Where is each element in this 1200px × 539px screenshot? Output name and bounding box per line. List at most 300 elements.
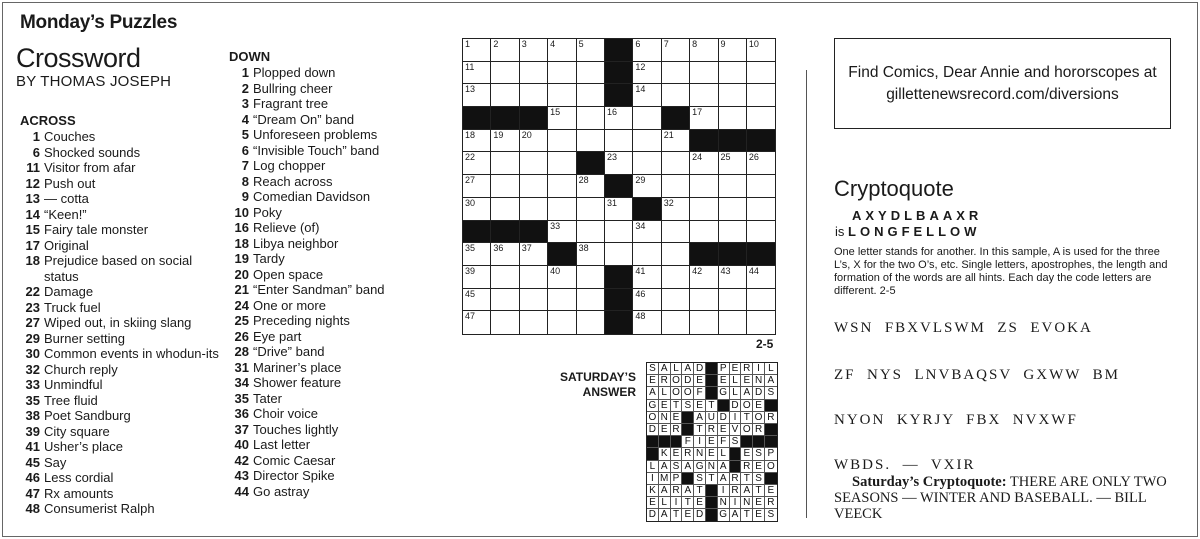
clue-number: 44 — [234, 483, 249, 499]
down-heading: DOWN — [229, 49, 271, 64]
grid-cell[interactable] — [548, 175, 576, 198]
answer-cell: I — [753, 363, 765, 375]
clue-text: Fairy tale monster — [44, 222, 149, 237]
answer-cell: A — [647, 387, 659, 399]
answer-cell: E — [659, 424, 671, 436]
answer-block — [706, 375, 718, 387]
grid-cell[interactable] — [633, 39, 661, 62]
grid-cell[interactable] — [491, 152, 519, 175]
answer-cell: E — [753, 400, 765, 412]
grid-cell[interactable] — [690, 39, 718, 62]
answer-block — [682, 424, 694, 436]
grid-cell[interactable] — [719, 198, 747, 221]
grid-cell[interactable] — [662, 175, 690, 198]
grid-cell[interactable] — [463, 311, 491, 334]
saturday-label-line1: SATURDAY’S — [559, 370, 636, 384]
grid-cell-number: 30 — [465, 197, 476, 208]
grid-cell[interactable] — [690, 175, 718, 198]
grid-cell[interactable] — [548, 107, 576, 130]
grid-cell[interactable] — [491, 311, 519, 334]
answer-cell: E — [753, 509, 765, 521]
clue-text: Push out — [44, 175, 96, 191]
grid-cell[interactable] — [463, 266, 491, 289]
grid-cell-number: 45 — [465, 288, 476, 299]
answer-cell: E — [718, 424, 730, 436]
clue-text: Poky — [253, 204, 282, 220]
answer-cell: R — [671, 424, 683, 436]
grid-cell[interactable] — [605, 130, 633, 153]
clue-text: Usher’s place — [44, 439, 124, 454]
grid-cell[interactable] — [520, 266, 548, 289]
grid-cell[interactable] — [491, 62, 519, 85]
answer-cell: E — [694, 375, 706, 387]
grid-cell[interactable] — [662, 311, 690, 334]
grid-block — [605, 39, 633, 62]
down-clue-7 — [229, 158, 439, 174]
grid-cell-number: 40 — [550, 265, 561, 276]
grid-cell[interactable] — [747, 221, 775, 244]
grid-cell[interactable] — [633, 243, 661, 266]
grid-cell[interactable] — [662, 243, 690, 266]
answer-cell: A — [659, 485, 671, 497]
grid-cell[interactable] — [747, 198, 775, 221]
down-clue-8 — [229, 174, 439, 190]
grid-cell[interactable] — [463, 152, 491, 175]
clue-text: Reach across — [253, 173, 333, 189]
grid-cell[interactable] — [548, 62, 576, 85]
clue-text: Eye part — [253, 328, 302, 344]
down-clue-20 — [229, 267, 439, 283]
answer-cell: L — [718, 448, 730, 460]
grid-cell[interactable] — [520, 311, 548, 334]
down-clue-4 — [229, 112, 439, 128]
grid-cell[interactable] — [548, 130, 576, 153]
clue-number: 33 — [25, 377, 40, 392]
grid-block — [520, 221, 548, 244]
clue-number: 12 — [25, 175, 40, 191]
grid-cell[interactable] — [520, 62, 548, 85]
across-clue-18 — [20, 253, 220, 284]
grid-cell[interactable] — [577, 311, 605, 334]
clue-number: 6 — [32, 144, 40, 160]
grid-cell[interactable] — [690, 289, 718, 312]
clue-number: 14 — [25, 206, 40, 222]
grid-cell-number: 26 — [748, 152, 759, 163]
across-clue-47 — [20, 486, 220, 502]
down-clue-3 — [229, 96, 439, 112]
grid-cell[interactable] — [747, 107, 775, 130]
down-clue-35 — [229, 391, 439, 407]
grid-cell[interactable] — [605, 243, 633, 266]
down-clues — [229, 49, 439, 499]
answer-cell: L — [671, 363, 683, 375]
grid-cell[interactable] — [491, 84, 519, 107]
grid-cell-number: 21 — [663, 129, 674, 140]
promo-line2[interactable]: gillettenewsrecord.com/diversions — [886, 85, 1119, 103]
answer-cell: P — [718, 363, 730, 375]
grid-cell[interactable] — [690, 107, 718, 130]
across-clue-32 — [20, 362, 220, 378]
grid-cell[interactable] — [577, 175, 605, 198]
cryptoquote-sample-code: AXYDLBAAXR — [852, 208, 983, 223]
answer-cell: S — [753, 448, 765, 460]
answer-cell: E — [647, 375, 659, 387]
answer-cell: D — [694, 509, 706, 521]
answer-cell: K — [647, 485, 659, 497]
answer-cell: S — [765, 509, 777, 521]
grid-cell[interactable] — [577, 107, 605, 130]
answer-cell: F — [694, 387, 706, 399]
grid-cell[interactable] — [662, 266, 690, 289]
answer-cell: T — [706, 400, 718, 412]
across-clue-11 — [20, 160, 220, 176]
answer-cell: R — [671, 485, 683, 497]
clue-number: 31 — [234, 359, 249, 375]
answer-cell: O — [753, 412, 765, 424]
grid-block — [548, 243, 576, 266]
answer-cell: I — [730, 497, 742, 509]
across-clue-14 — [20, 207, 220, 223]
grid-cell[interactable] — [719, 311, 747, 334]
down-clue-21 — [229, 282, 439, 298]
grid-cell[interactable] — [662, 221, 690, 244]
grid-cell[interactable] — [633, 175, 661, 198]
clue-number: 34 — [234, 375, 249, 390]
grid-cell[interactable] — [520, 243, 548, 266]
answer-cell: O — [741, 400, 753, 412]
grid-cell[interactable] — [491, 130, 519, 153]
crossword-author: BY THOMAS JOSEPH — [16, 73, 172, 90]
grid-cell-number: 41 — [635, 265, 646, 276]
grid-cell-number: 6 — [635, 39, 641, 49]
across-clue-13 — [20, 191, 220, 207]
clue-text: Comedian Davidson — [253, 189, 371, 204]
answer-block — [706, 485, 718, 497]
answer-cell: E — [706, 448, 718, 460]
answer-cell: A — [765, 375, 777, 387]
grid-cell[interactable] — [520, 84, 548, 107]
grid-cell[interactable] — [662, 62, 690, 85]
grid-cell[interactable] — [577, 39, 605, 62]
grid-cell-number: 3 — [521, 39, 527, 49]
answer-block — [765, 424, 777, 436]
answer-cell: M — [659, 473, 671, 485]
grid-cell-number: 16 — [606, 107, 617, 118]
grid-cell[interactable] — [548, 84, 576, 107]
grid-cell[interactable] — [690, 152, 718, 175]
grid-cell[interactable] — [577, 198, 605, 221]
grid-block — [719, 243, 747, 266]
grid-cell[interactable] — [719, 152, 747, 175]
grid-cell[interactable] — [548, 152, 576, 175]
clue-number: 48 — [25, 501, 40, 516]
answer-cell: E — [694, 497, 706, 509]
answer-cell: A — [741, 485, 753, 497]
down-clue-25 — [229, 313, 439, 329]
clue-text: Plopped down — [253, 65, 336, 80]
grid-cell[interactable] — [690, 84, 718, 107]
answer-cell: S — [682, 400, 694, 412]
grid-cell-number: 33 — [550, 220, 561, 231]
grid-cell-number: 38 — [578, 243, 589, 254]
clue-text: Mariner’s place — [253, 359, 342, 375]
cryptoquote-answer — [834, 474, 1176, 522]
grid-cell[interactable] — [577, 130, 605, 153]
grid-block — [605, 175, 633, 198]
grid-block — [491, 221, 519, 244]
answer-cell: E — [741, 448, 753, 460]
grid-cell[interactable] — [463, 39, 491, 62]
grid-cell[interactable] — [633, 221, 661, 244]
clue-text: Less cordial — [44, 470, 114, 485]
grid-cell[interactable] — [747, 311, 775, 334]
across-clue-48 — [20, 501, 220, 517]
answer-cell: R — [765, 497, 777, 509]
answer-cell: R — [659, 375, 671, 387]
grid-cell[interactable] — [719, 289, 747, 312]
grid-cell[interactable] — [690, 198, 718, 221]
cryptoquote-description: One letter stands for another. In this sample, A is used for the three L’s, X for the two O’s, etc. Single letters, apostrophes, the length and formation of the words are all hints. Each day the code letters are different. 2-5 — [834, 246, 1168, 297]
grid-cell-number: 1 — [465, 39, 471, 49]
grid-cell[interactable] — [747, 84, 775, 107]
grid-cell-number: 19 — [493, 129, 504, 140]
answer-cell: F — [682, 436, 694, 448]
down-clue-34 — [229, 375, 439, 391]
answer-cell: I — [730, 412, 742, 424]
answer-cell: N — [753, 375, 765, 387]
grid-cell[interactable] — [520, 289, 548, 312]
across-clue-38 — [20, 408, 220, 424]
clue-text: Libya neighbor — [253, 235, 339, 251]
grid-block — [690, 130, 718, 153]
answer-block — [706, 387, 718, 399]
grid-cell[interactable] — [662, 130, 690, 153]
grid-cell[interactable] — [633, 152, 661, 175]
answer-cell: L — [659, 387, 671, 399]
grid-cell-number: 4 — [550, 39, 556, 49]
answer-cell: E — [718, 375, 730, 387]
answer-block — [706, 509, 718, 521]
clue-text: City square — [44, 423, 110, 439]
grid-cell[interactable] — [577, 289, 605, 312]
answer-cell: O — [647, 412, 659, 424]
grid-cell[interactable] — [690, 62, 718, 85]
answer-cell: E — [706, 436, 718, 448]
answer-cell: T — [682, 497, 694, 509]
grid-cell[interactable] — [520, 152, 548, 175]
grid-cell[interactable] — [520, 198, 548, 221]
clue-number: 8 — [241, 173, 249, 189]
grid-cell[interactable] — [633, 130, 661, 153]
answer-cell: S — [671, 461, 683, 473]
clue-number: 43 — [234, 468, 249, 483]
down-clue-40 — [229, 437, 439, 453]
clue-text: Church reply — [44, 361, 118, 377]
promo-box — [834, 38, 1171, 129]
grid-cell[interactable] — [662, 39, 690, 62]
grid-cell[interactable] — [747, 152, 775, 175]
cryptoquote-answer-label: Saturday’s Cryptoquote: — [852, 474, 1007, 490]
grid-cell[interactable] — [577, 243, 605, 266]
clue-number: 22 — [25, 284, 40, 299]
down-clue-5 — [229, 127, 439, 143]
across-heading: ACROSS — [20, 113, 76, 128]
grid-cell-number: 42 — [692, 265, 703, 276]
answer-cell: D — [682, 375, 694, 387]
grid-cell[interactable] — [690, 266, 718, 289]
grid-cell[interactable] — [633, 107, 661, 130]
grid-cell[interactable] — [548, 198, 576, 221]
grid-cell[interactable] — [662, 289, 690, 312]
grid-cell[interactable] — [747, 62, 775, 85]
grid-cell-number: 34 — [635, 220, 646, 231]
answer-cell: O — [671, 387, 683, 399]
grid-cell[interactable] — [577, 84, 605, 107]
clue-number: 25 — [234, 313, 249, 328]
grid-cell[interactable] — [577, 62, 605, 85]
answer-cell: I — [647, 473, 659, 485]
clue-number: 13 — [25, 191, 40, 206]
grid-cell[interactable] — [463, 198, 491, 221]
grid-cell-number: 15 — [550, 107, 561, 118]
down-clue-16 — [229, 220, 439, 236]
page-title: Monday’s Puzzles — [20, 12, 178, 33]
answer-block — [730, 448, 742, 460]
answer-block — [647, 448, 659, 460]
grid-cell[interactable] — [690, 311, 718, 334]
grid-cell[interactable] — [662, 152, 690, 175]
grid-cell[interactable] — [719, 266, 747, 289]
grid-block — [605, 266, 633, 289]
cryptoquote-sample-answer: LONGFELLOW — [848, 224, 981, 239]
grid-cell[interactable] — [463, 130, 491, 153]
grid-cell[interactable] — [633, 266, 661, 289]
grid-cell[interactable] — [520, 130, 548, 153]
grid-cell[interactable] — [719, 107, 747, 130]
answer-block — [753, 436, 765, 448]
grid-block — [463, 221, 491, 244]
clue-text: Prejudice based on social status — [44, 253, 193, 284]
grid-cell[interactable] — [719, 62, 747, 85]
grid-cell[interactable] — [747, 39, 775, 62]
down-clue-18 — [229, 236, 439, 252]
grid-cell[interactable] — [633, 62, 661, 85]
grid-cell[interactable] — [719, 39, 747, 62]
clue-text: Wiped out, in skiing slang — [44, 315, 192, 330]
clue-text: Say — [44, 454, 67, 470]
answer-cell: A — [659, 461, 671, 473]
grid-cell[interactable] — [463, 243, 491, 266]
grid-cell[interactable] — [463, 175, 491, 198]
grid-cell[interactable] — [548, 311, 576, 334]
down-clue-44 — [229, 484, 439, 500]
across-clue-27 — [20, 315, 220, 331]
answer-cell: A — [694, 412, 706, 424]
grid-cell[interactable] — [548, 39, 576, 62]
grid-cell[interactable] — [491, 198, 519, 221]
grid-cell[interactable] — [605, 107, 633, 130]
grid-cell[interactable] — [491, 175, 519, 198]
answer-cell: T — [694, 424, 706, 436]
clue-text: “Invisible Touch” band — [253, 142, 380, 158]
clue-text: “Keen!” — [44, 206, 87, 222]
grid-cell-number: 44 — [748, 265, 759, 276]
grid-cell[interactable] — [548, 266, 576, 289]
clue-text: Comic Caesar — [253, 452, 336, 468]
clue-number: 24 — [234, 297, 249, 313]
grid-cell[interactable] — [491, 39, 519, 62]
answer-cell: A — [682, 363, 694, 375]
grid-cell[interactable] — [463, 289, 491, 312]
grid-block — [491, 107, 519, 130]
clue-number: 20 — [234, 266, 249, 282]
answer-cell: R — [741, 363, 753, 375]
grid-cell-number: 10 — [748, 39, 759, 49]
grid-cell[interactable] — [690, 221, 718, 244]
grid-cell[interactable] — [633, 311, 661, 334]
grid-cell[interactable] — [491, 289, 519, 312]
grid-cell[interactable] — [605, 152, 633, 175]
clue-number: 37 — [234, 421, 249, 437]
clue-text: Fragrant tree — [253, 96, 329, 111]
clue-text: Last letter — [253, 437, 311, 452]
grid-cell[interactable] — [633, 289, 661, 312]
grid-cell[interactable] — [662, 198, 690, 221]
grid-cell[interactable] — [548, 289, 576, 312]
grid-cell[interactable] — [577, 266, 605, 289]
answer-cell: S — [753, 473, 765, 485]
grid-cell[interactable] — [463, 84, 491, 107]
answer-cell: E — [659, 400, 671, 412]
grid-cell[interactable] — [662, 84, 690, 107]
answer-cell: A — [718, 473, 730, 485]
grid-cell[interactable] — [747, 289, 775, 312]
answer-cell: E — [741, 375, 753, 387]
across-clue-23 — [20, 300, 220, 316]
across-clue-33 — [20, 377, 220, 393]
grid-cell[interactable] — [491, 266, 519, 289]
down-list — [229, 65, 439, 499]
grid-cell[interactable] — [719, 84, 747, 107]
grid-cell[interactable] — [520, 39, 548, 62]
crossword-grid[interactable] — [462, 38, 776, 335]
grid-cell[interactable] — [719, 175, 747, 198]
grid-block — [577, 152, 605, 175]
grid-cell[interactable] — [605, 221, 633, 244]
grid-cell-number: 24 — [692, 152, 703, 163]
clue-text: Director Spike — [253, 468, 335, 483]
clue-number: 7 — [241, 158, 249, 173]
answer-block — [730, 461, 742, 473]
grid-cell-number: 14 — [635, 84, 646, 95]
grid-cell[interactable] — [747, 266, 775, 289]
grid-cell[interactable] — [520, 175, 548, 198]
grid-block — [605, 62, 633, 85]
grid-cell[interactable] — [605, 198, 633, 221]
saturday-label-line2: ANSWER — [582, 385, 636, 399]
grid-cell[interactable] — [548, 221, 576, 244]
grid-cell[interactable] — [463, 62, 491, 85]
grid-cell[interactable] — [633, 84, 661, 107]
answer-cell: E — [765, 485, 777, 497]
across-clue-45 — [20, 455, 220, 471]
grid-cell[interactable] — [747, 175, 775, 198]
clue-number: 10 — [234, 204, 249, 220]
grid-cell[interactable] — [577, 221, 605, 244]
grid-cell[interactable] — [491, 243, 519, 266]
down-clue-42 — [229, 453, 439, 469]
grid-cell[interactable] — [719, 221, 747, 244]
